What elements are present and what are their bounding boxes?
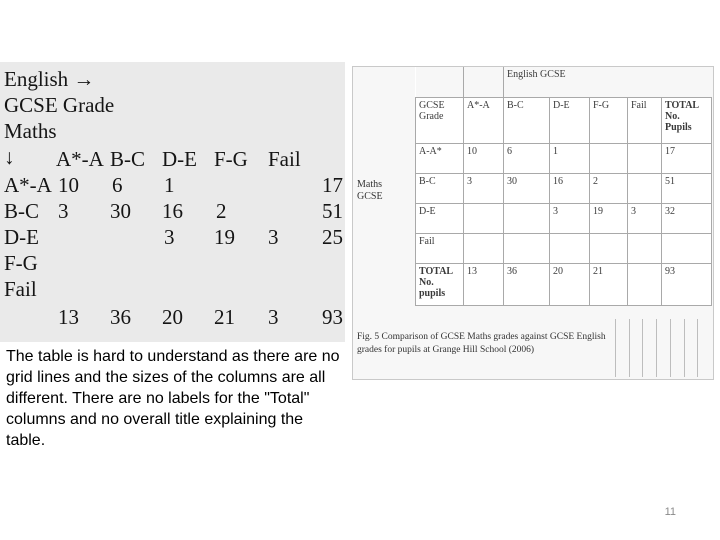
critique-text: The table is hard to understand as there are no grid lines and the sizes of the columns are all different. There are no labels for the "Total" columns and no overall title explaining the table. xyxy=(6,348,340,449)
table-cell: 3 xyxy=(268,225,279,249)
table-cell xyxy=(628,173,662,203)
row-label: Fail xyxy=(416,233,464,263)
table-cell xyxy=(628,233,662,263)
table-cell xyxy=(550,233,590,263)
column-total: 13 xyxy=(58,305,79,329)
table-cell: 3 xyxy=(464,173,504,203)
table-cell: 10 xyxy=(58,173,79,197)
table-cell: 3 xyxy=(164,225,175,249)
table-cell: 19 xyxy=(214,225,235,249)
column-header: F-G xyxy=(214,147,248,171)
well-formatted-table-image xyxy=(352,66,714,380)
table-cell xyxy=(504,203,550,233)
table-cell: 19 xyxy=(590,203,628,233)
column-header: D-E xyxy=(550,97,590,143)
page-number: 11 xyxy=(664,506,676,518)
column-header: B-C xyxy=(110,147,146,171)
table-cell xyxy=(590,143,628,173)
table-cell xyxy=(464,203,504,233)
table-cell: 1 xyxy=(550,143,590,173)
column-header: B-C xyxy=(504,97,550,143)
column-header: D-E xyxy=(162,147,197,171)
table-cell: 30 xyxy=(504,173,550,203)
header-line-english: English → xyxy=(4,67,95,91)
row-label: A*-A xyxy=(4,173,52,197)
table-cell: 21 xyxy=(590,263,628,305)
row-total: 17 xyxy=(322,173,343,197)
row-label: D-E xyxy=(4,225,39,249)
table-cell xyxy=(628,263,662,305)
table-cell: 3 xyxy=(550,203,590,233)
table-cell: 6 xyxy=(504,143,550,173)
column-total: 20 xyxy=(162,305,183,329)
row-label: A-A* xyxy=(416,143,464,173)
table-cell xyxy=(590,233,628,263)
table-cell: 6 xyxy=(112,173,123,197)
table-cell: 51 xyxy=(662,173,712,203)
row-total: 51 xyxy=(322,199,343,223)
column-header: Fail xyxy=(628,97,662,143)
table-cell xyxy=(464,233,504,263)
column-header: Fail xyxy=(268,147,301,171)
down-arrow: ↓ xyxy=(4,145,15,169)
row-label: F-G xyxy=(4,251,38,275)
table-cell: 13 xyxy=(464,263,504,305)
column-header: F-G xyxy=(590,97,628,143)
table-cell xyxy=(662,233,712,263)
column-header: A*-A xyxy=(56,147,104,171)
column-header-total: TOTAL No. Pupils xyxy=(662,97,712,143)
column-total: 3 xyxy=(268,305,279,329)
table-cell: 3 xyxy=(58,199,69,223)
row-label: Fail xyxy=(4,277,37,301)
table-cell: 30 xyxy=(110,199,131,223)
column-total: 36 xyxy=(110,305,131,329)
table-cell: 17 xyxy=(662,143,712,173)
maths-gcse-label: Maths GCSE xyxy=(357,179,383,202)
grand-total: 93 xyxy=(322,305,343,329)
table-cell: 20 xyxy=(550,263,590,305)
english-gcse-header: English GCSE xyxy=(504,67,712,97)
table-cell xyxy=(504,233,550,263)
column-header: A*-A xyxy=(464,97,504,143)
table-cell xyxy=(628,143,662,173)
header-line-maths: Maths xyxy=(4,119,57,143)
poorly-formatted-table-image xyxy=(0,62,345,342)
table-edge-stripes xyxy=(615,319,711,377)
table-cell: 1 xyxy=(164,173,175,197)
row-total: 25 xyxy=(322,225,343,249)
comparison-table xyxy=(415,67,712,306)
table-cell: 2 xyxy=(590,173,628,203)
table-cell: 93 xyxy=(662,263,712,305)
row-label: B-C xyxy=(4,199,40,223)
table-cell: 36 xyxy=(504,263,550,305)
row-label: D-E xyxy=(416,203,464,233)
row-label: B-C xyxy=(416,173,464,203)
table-cell: 16 xyxy=(162,199,183,223)
figure-caption: Fig. 5 Comparison of GCSE Maths grades against GCSE English grades for pupils at Grange Hill School (2006) xyxy=(357,332,606,355)
table-cell: 16 xyxy=(550,173,590,203)
table-cell: 2 xyxy=(216,199,227,223)
header-line-gcse-grade: GCSE Grade xyxy=(4,93,115,117)
corner-header: GCSE Grade xyxy=(416,97,464,143)
row-label-total: TOTAL No. pupils xyxy=(416,263,464,305)
table-cell: 32 xyxy=(662,203,712,233)
table-cell: 3 xyxy=(628,203,662,233)
column-total: 21 xyxy=(214,305,235,329)
table-cell: 10 xyxy=(464,143,504,173)
